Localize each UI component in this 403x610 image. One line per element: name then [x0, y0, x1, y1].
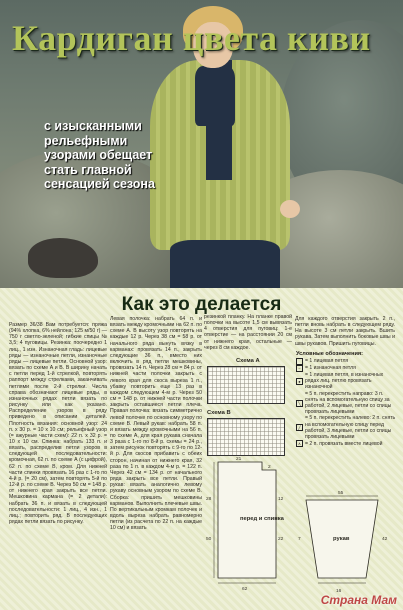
legend-item: − = 1 изнаночная петля	[296, 365, 396, 372]
svg-text:42: 42	[382, 537, 388, 542]
knit-symbol-icon	[296, 358, 303, 365]
instructions-text-4: Для каждого отверстия закрыть 2 п., петли вновь набрать в следующем ряду. На высоте 3 см петли закрыть. Вшить рукава. Затем выполнить боковые швы и швы рукавов. Пришить пуговицы.	[295, 316, 395, 347]
symbol-legend	[296, 358, 396, 447]
svg-text:2: 2	[268, 465, 271, 470]
svg-text:62: 62	[242, 587, 248, 592]
legend-item: ╲ = 5 п. перекрестить направо: 3 п. снять на вспомогательную спицу за работой, 2 лицевые, петли со спицы провязать лицевыми	[296, 391, 396, 416]
svg-text:28: 28	[206, 497, 212, 502]
k2tog-symbol-icon: ∧	[296, 440, 303, 447]
instructions-heading: Как это делается	[121, 294, 282, 315]
svg-text:7: 7	[298, 537, 301, 542]
instructions-text-2: Левая полочка: набрать 64 п. и вязать между кромочными на 62 п. по схеме А. В высоту узор повторять на каждые 12 р. Через 38 см = 58 р. от начального ряда вынуть вязку в карманах: провязать 14 п., закрыть следующие 36 п., вместо них включить в ряд петли мешковины, провязать 14 п. Через 28 см = 84 р. от нижней части полочки закрыть с левого края для скоса выреза 1 п., убавку повторить еще 13 раз в каждом следующем 4-м р. Через 50 см = 148 р. от нижней части полочки закрыть оставшиеся петли плеча. Правая полочка: вязать симметрично левой полочке по основному узору по схеме В. Левый рукав: набрать 58 п. и вязать между кромочными на 56 п. по схеме А, для края рукава сначала 3 раза с 1-го по 8-й р. схемы = 24 р., затем рисунок повторять с 9-го по 12-й р. Для скосов прибавить с обеих сторон, начиная от нижнего края, 32 раза по 1 п. в каждом 4-м р. = 122 п. Через 42 см = 134 р. от начального ряда закрыть все петли. Правый рукав: вязать аналогично левому рукаву основным узором по схеме В. Сборка: пришить мешковины карманов. Выполнить плечевые швы. По вертикальным кромкам полочек и вдоль выреза набрать равномерно петли (из расчета по 22 п. на каждые 10 см) и вязать	[110, 316, 202, 532]
svg-text:12: 12	[278, 497, 284, 502]
site-watermark: Страна Мам	[320, 593, 397, 607]
sleeve-sheet-label: рукав	[333, 536, 350, 542]
legend-item: ∧ = 2 п. провязать вместе лицевой	[296, 440, 396, 447]
svg-text:22: 22	[278, 537, 284, 542]
legend-item: = 1 лицевая петля	[296, 358, 396, 365]
article-subtitle: с изысканными рельефными узорами обещает стать главной сенсацией сезона	[44, 119, 155, 191]
scheme-b-label: Схема В	[207, 410, 231, 416]
svg-text:16: 16	[336, 589, 342, 594]
legend-item: ● = 1 лицевая петля, в изнаночных рядах лиц. петлю провязать изнаночной	[296, 372, 396, 391]
svg-text:21: 21	[236, 457, 242, 462]
knit-purl-symbol-icon: ●	[296, 378, 303, 385]
scheme-a-label: Схема А	[236, 358, 260, 364]
cross-left-symbol-icon: ╱	[296, 424, 303, 431]
svg-text:50: 50	[206, 537, 212, 542]
instructions-text-3: резинкой планку. На планке правой полочки на высоте 1,5 см вывязать 4 отверстия для пуговиц: 1-е отверстие — на расстоянии 20 см от нижнего края, остальные — через 8 см каждое.	[204, 314, 292, 351]
body-sheet-label: перед и спинка	[240, 516, 284, 522]
article-title: Кардиган цвета киви	[12, 18, 371, 58]
legend-item: ╱ = 5 п. перекрестить налево: 2 п. снять на вспомогательную спицу перед работой, 3 лицевые, петли со спицы провязать лицевыми	[296, 415, 396, 440]
purl-symbol-icon: −	[296, 365, 303, 372]
legend-heading: Условные обозначения:	[296, 351, 364, 357]
svg-text:55: 55	[338, 491, 344, 496]
cross-right-symbol-icon: ╲	[296, 400, 303, 407]
instructions-text-1: Размер 36/38 Вам потребуется: пряжа (94% хлопка, 6% нейлона; 125 м/50 г) — 750 г светло-зеленой; гибкие спицы № 3,5; 4 пуговицы. Резинка: поочередно 1 лиц., 1 изн. Изнаночная гладь: лицевые ряды — изнаночные петли, изнаночные ряды — лицевые петли. Основной узор: вязать по схеме А и В. В ширину начать с петли перед 1-й стрелкой, повторять раппорт между стрелками, заканчивать петлями после 2-й стрелки. Числа справа обозначают лицевые ряды, в изнаночных рядах петли вязать по рисунку или как указано. Распределение узоров в ряду приведено в описании деталей. Плотность вязания: основной узор: 24 п. х 30 р. = 10 х 10 см; рельефный узор (= ажурные части схем): 22 п. х 32 р. = 10 х 10 см. Спинка: набрать 133 п. и вязать, распределив петли узоров в следующей последовательности: кромочная, 62 п. по схеме А (с цифрой), 62 п. по схеме В, кром. Для нижней части спинки провязать 16 раз с 1-го по 4-й р. (= 20 см), затем повторять 5-й по 12-й р. по схеме В. Через 50 см = 148 р. от нижнего края закрыть все петли. Мешковина кармана (= 2 детали): набрать 36 п. и вязать в следующей последовательности: 1 лиц., 4 изн., 1 лиц.; повторить ряд. В последующих рядах петли вязать по рисунку.	[9, 322, 107, 525]
